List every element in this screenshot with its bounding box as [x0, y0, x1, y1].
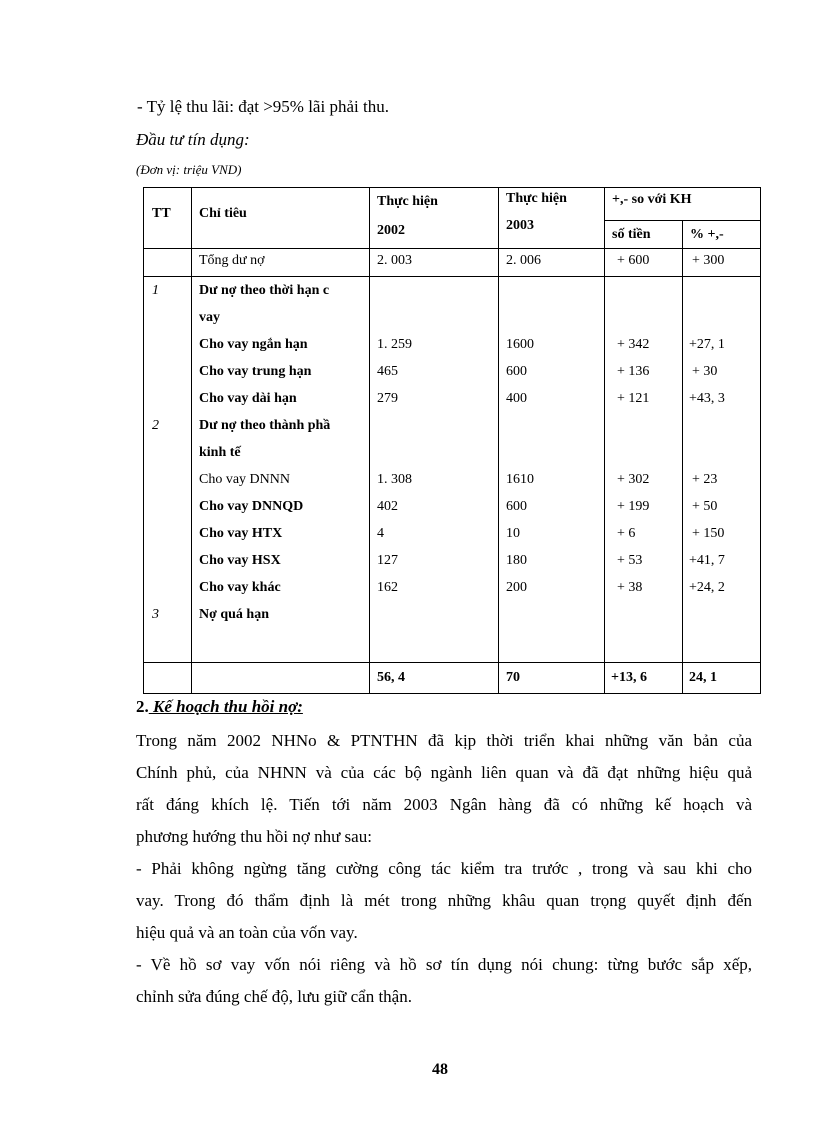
paragraph-3 [136, 949, 752, 1013]
overdue-v2003: 70 [499, 663, 605, 694]
header-th2002-line1: Thực hiện [377, 194, 438, 209]
header-th2003-line1: Thực hiện [506, 191, 567, 206]
g2-row3-label: Cho vay HTX [199, 526, 283, 541]
g1-row3-label: Cho vay dài hạn [199, 391, 297, 406]
group2-tt: 2 [152, 418, 159, 433]
header-th2002-line2: 2002 [377, 223, 405, 238]
tt-column [144, 277, 192, 663]
section2-heading [136, 697, 303, 717]
g1-row2-v2002: 465 [377, 364, 398, 379]
group3-tt: 3 [152, 607, 159, 622]
v2003-column [499, 277, 605, 663]
p2-line3: hiệu quả và an toàn của vốn vay. [136, 923, 358, 942]
table-row-overdue [144, 663, 761, 694]
total-tt [144, 249, 192, 277]
g1-row2-so-tien: + 136 [617, 364, 650, 379]
g1-row3-v2002: 279 [377, 391, 398, 406]
g2-row5-so-tien: + 38 [617, 580, 643, 595]
g2-row4-pct: +41, 7 [689, 553, 725, 568]
paragraph-1 [136, 725, 752, 853]
g2-row1-v2002: 1. 308 [377, 472, 412, 487]
g2-row3-pct: + 150 [692, 526, 725, 541]
g1-row3-so-tien: + 121 [617, 391, 650, 406]
g2-row2-v2002: 402 [377, 499, 398, 514]
header-so-tien: số tiền [605, 220, 683, 248]
section2-number: 2. [136, 697, 149, 716]
g1-row2-pct: + 30 [692, 364, 718, 379]
g1-row2-v2003: 600 [506, 364, 527, 379]
g2-row4-so-tien: + 53 [617, 553, 643, 568]
table-row-total [144, 249, 761, 277]
section-subtitle: Đầu tư tín dụng: [136, 130, 250, 149]
p1-line3: rất đáng khích lệ. Tiến tới năm 2003 Ngân hàng đã có những kế hoạch và [136, 795, 752, 814]
credit-table [143, 187, 761, 694]
total-pct: + 300 [683, 249, 761, 277]
group1-title-b: vay [199, 310, 220, 325]
table-header-row [144, 188, 761, 221]
g1-row1-v2003: 1600 [506, 337, 534, 352]
p3-line1: - Về hồ sơ vay vốn nói riêng và hồ sơ tín dụng nói chung: từng bước sắp xếp, [136, 955, 752, 974]
g2-row1-pct: + 23 [692, 472, 718, 487]
g1-row1-label: Cho vay ngắn hạn [199, 337, 308, 352]
overdue-pct: 24, 1 [683, 663, 761, 694]
chi-tieu-column [192, 277, 370, 663]
g2-row5-v2002: 162 [377, 580, 398, 595]
section2-title: Kế hoạch thu hồi nợ: [148, 697, 303, 716]
g1-row3-v2003: 400 [506, 391, 527, 406]
unit-note: (Đơn vị: triệu VND) [136, 162, 242, 177]
p2-line1: - Phải không ngừng tăng cường công tác kiểm tra trước , trong và sau khi cho [136, 859, 752, 878]
page-number: 48 [432, 1061, 448, 1078]
group3-title: Nợ quá hạn [199, 607, 270, 622]
g2-row2-label: Cho vay DNNQD [199, 499, 304, 514]
g1-row3-pct: +43, 3 [689, 391, 725, 406]
g2-row3-v2003: 10 [506, 526, 520, 541]
overdue-tt [144, 663, 192, 694]
p1-line2: Chính phủ, của NHNN và của các bộ ngành liên quan và đã đạt những hiệu quả [136, 763, 752, 782]
v2002-column [370, 277, 499, 663]
group1-title-a: Dư nợ theo thời hạn c [199, 283, 330, 298]
g2-row2-pct: + 50 [692, 499, 718, 514]
group2-title-a: Dư nợ theo thành phầ [199, 418, 331, 433]
group1-tt: 1 [152, 283, 159, 298]
intro-line: - Tỷ lệ thu lãi: đạt >95% lãi phải thu. [137, 97, 389, 116]
g1-row1-so-tien: + 342 [617, 337, 650, 352]
p1-line4: phương hướng thu hồi nợ như sau: [136, 827, 372, 846]
overdue-label [192, 663, 370, 694]
g2-row4-v2002: 127 [377, 553, 398, 568]
g2-row5-pct: +24, 2 [689, 580, 725, 595]
g2-row2-so-tien: + 199 [617, 499, 650, 514]
total-label: Tổng dư nợ [192, 249, 370, 277]
p3-line2: chỉnh sửa đúng chế độ, lưu giữ cẩn thận. [136, 987, 412, 1006]
header-percent: % +,- [683, 220, 761, 248]
group2-title-b: kinh tế [199, 445, 241, 460]
header-so-voi-kh: +,- so với KH [605, 188, 761, 221]
total-so-tien: + 600 [605, 249, 683, 277]
g1-row1-pct: +27, 1 [689, 337, 725, 352]
pct-column [683, 277, 761, 663]
g1-row1-v2002: 1. 259 [377, 337, 412, 352]
g1-row2-label: Cho vay trung hạn [199, 364, 312, 379]
overdue-so-tien: +13, 6 [605, 663, 683, 694]
table-body-row [144, 277, 761, 663]
g2-row5-label: Cho vay khác [199, 580, 281, 595]
g2-row1-so-tien: + 302 [617, 472, 650, 487]
overdue-v2002: 56, 4 [370, 663, 499, 694]
g2-row3-v2002: 4 [377, 526, 384, 541]
header-th2002 [370, 188, 499, 249]
header-chi-tieu: Chỉ tiêu [192, 188, 370, 249]
g2-row1-v2003: 1610 [506, 472, 534, 487]
g2-row5-v2003: 200 [506, 580, 527, 595]
header-tt: TT [144, 188, 192, 249]
g2-row2-v2003: 600 [506, 499, 527, 514]
g2-row4-label: Cho vay HSX [199, 553, 281, 568]
total-v2003: 2. 006 [499, 249, 605, 277]
so-tien-column [605, 277, 683, 663]
g2-row4-v2003: 180 [506, 553, 527, 568]
header-th2003 [499, 188, 605, 249]
p1-line1: Trong năm 2002 NHNo & PTNTHN đã kịp thời triển khai những văn bản của [136, 731, 752, 750]
paragraph-2 [136, 853, 752, 949]
g2-row1-label: Cho vay DNNN [199, 472, 290, 487]
g2-row3-so-tien: + 6 [617, 526, 636, 541]
total-v2002: 2. 003 [370, 249, 499, 277]
header-th2003-line2: 2003 [506, 218, 534, 233]
p2-line2: vay. Trong đó thẩm định là mét trong những khâu quan trọng quyết định đến [136, 891, 752, 910]
